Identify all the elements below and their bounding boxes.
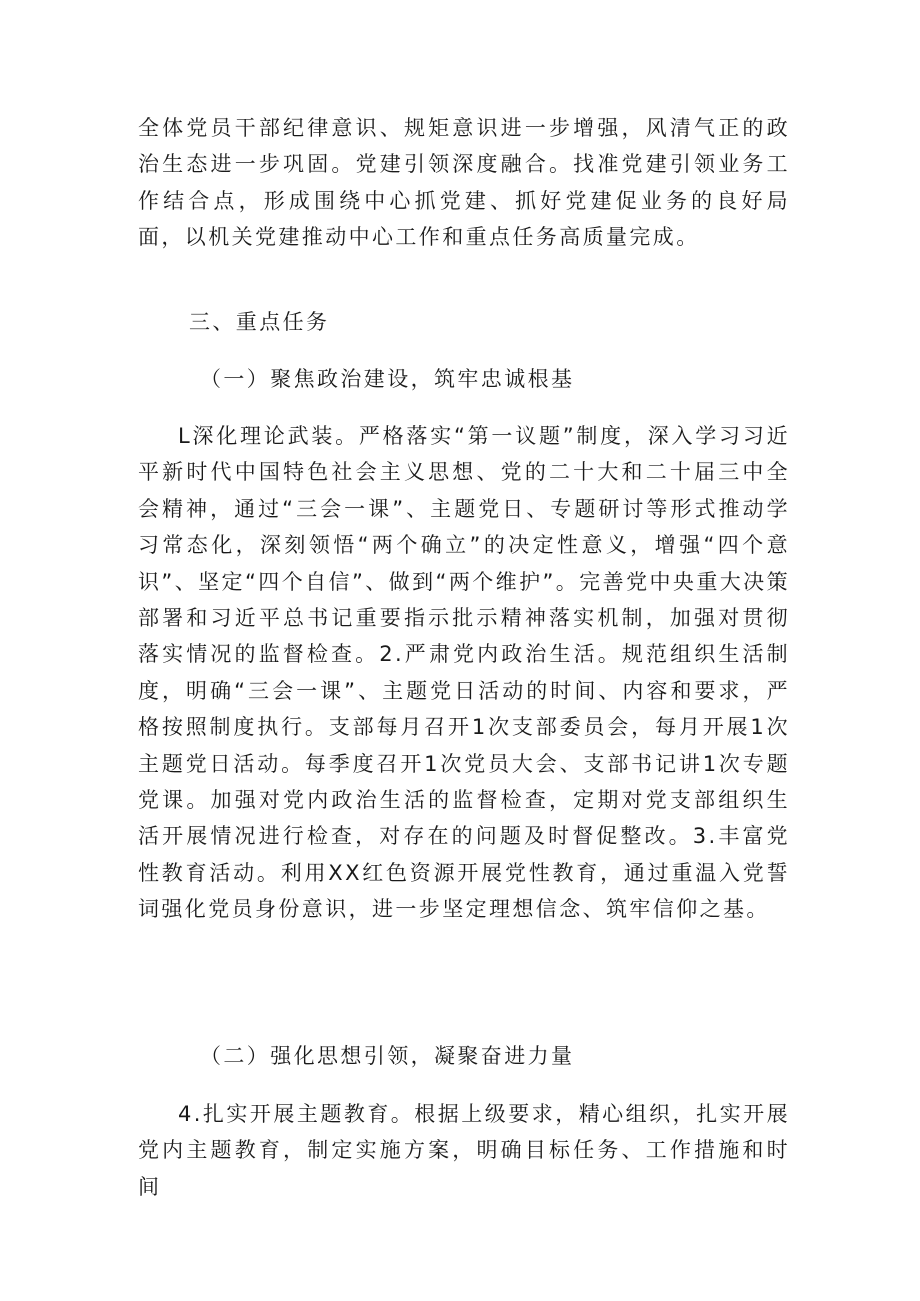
subsection-2-paragraph	[138, 1096, 790, 1205]
section-heading: 三、重点任务	[189, 310, 330, 334]
subsection-1-paragraph	[138, 418, 790, 928]
subsection-1-body: L深化理论武装。严格落实“第一议题”制度，深入学习习近平新时代中国特色社会主义思想、党的二十大和二十届三中全会精神，通过“三会一课”、主题党日、专题研讨等形式推动学习常态化，深刻领悟“两个确立”的决定性意义，增强“四个意识”、坚定“四个自信”、做到“两个维护”。完善党中央重大决策部署和习近平总书记重要指示批示精神落实机制，加强对贯彻落实情况的监督检查。2.严肃党内政治生活。规范组织生活制度，明确“三会一课”、主题党日活动的时间、内容和要求，严格按照制度执行。支部每月召开1次支部委员会，每月开展1次主题党日活动。每季度召开1次党员大会、支部书记讲1次专题党课。加强对党内政治生活的监督检查，定期对党支部组织生活开展情况进行检查，对存在的问题及时督促整改。3.丰富党性教育活动。利用XX红色资源开展党性教育，通过重温入党誓词强化党员身份意识，进一步坚定理想信念、筑牢信仰之基。	[138, 424, 790, 922]
subsection-heading-2: （二）强化思想引领，凝聚奋进力量	[200, 1044, 575, 1068]
paragraph-continuation: 全体党员干部纪律意识、规矩意识进一步增强，风清气正的政治生态进一步巩固。党建引领深度融合。找准党建引领业务工作结合点，形成围绕中心抓党建、抓好党建促业务的良好局面，以机关党建推动中心工作和重点任务高质量完成。	[138, 116, 790, 250]
subsection-heading-1: （一）聚焦政治建设，筑牢忠诚根基	[200, 367, 575, 391]
subsection-2-body: 4.扎实开展主题教育。根据上级要求，精心组织，扎实开展党内主题教育，制定实施方案，明确目标任务、工作措施和时间	[138, 1102, 790, 1199]
